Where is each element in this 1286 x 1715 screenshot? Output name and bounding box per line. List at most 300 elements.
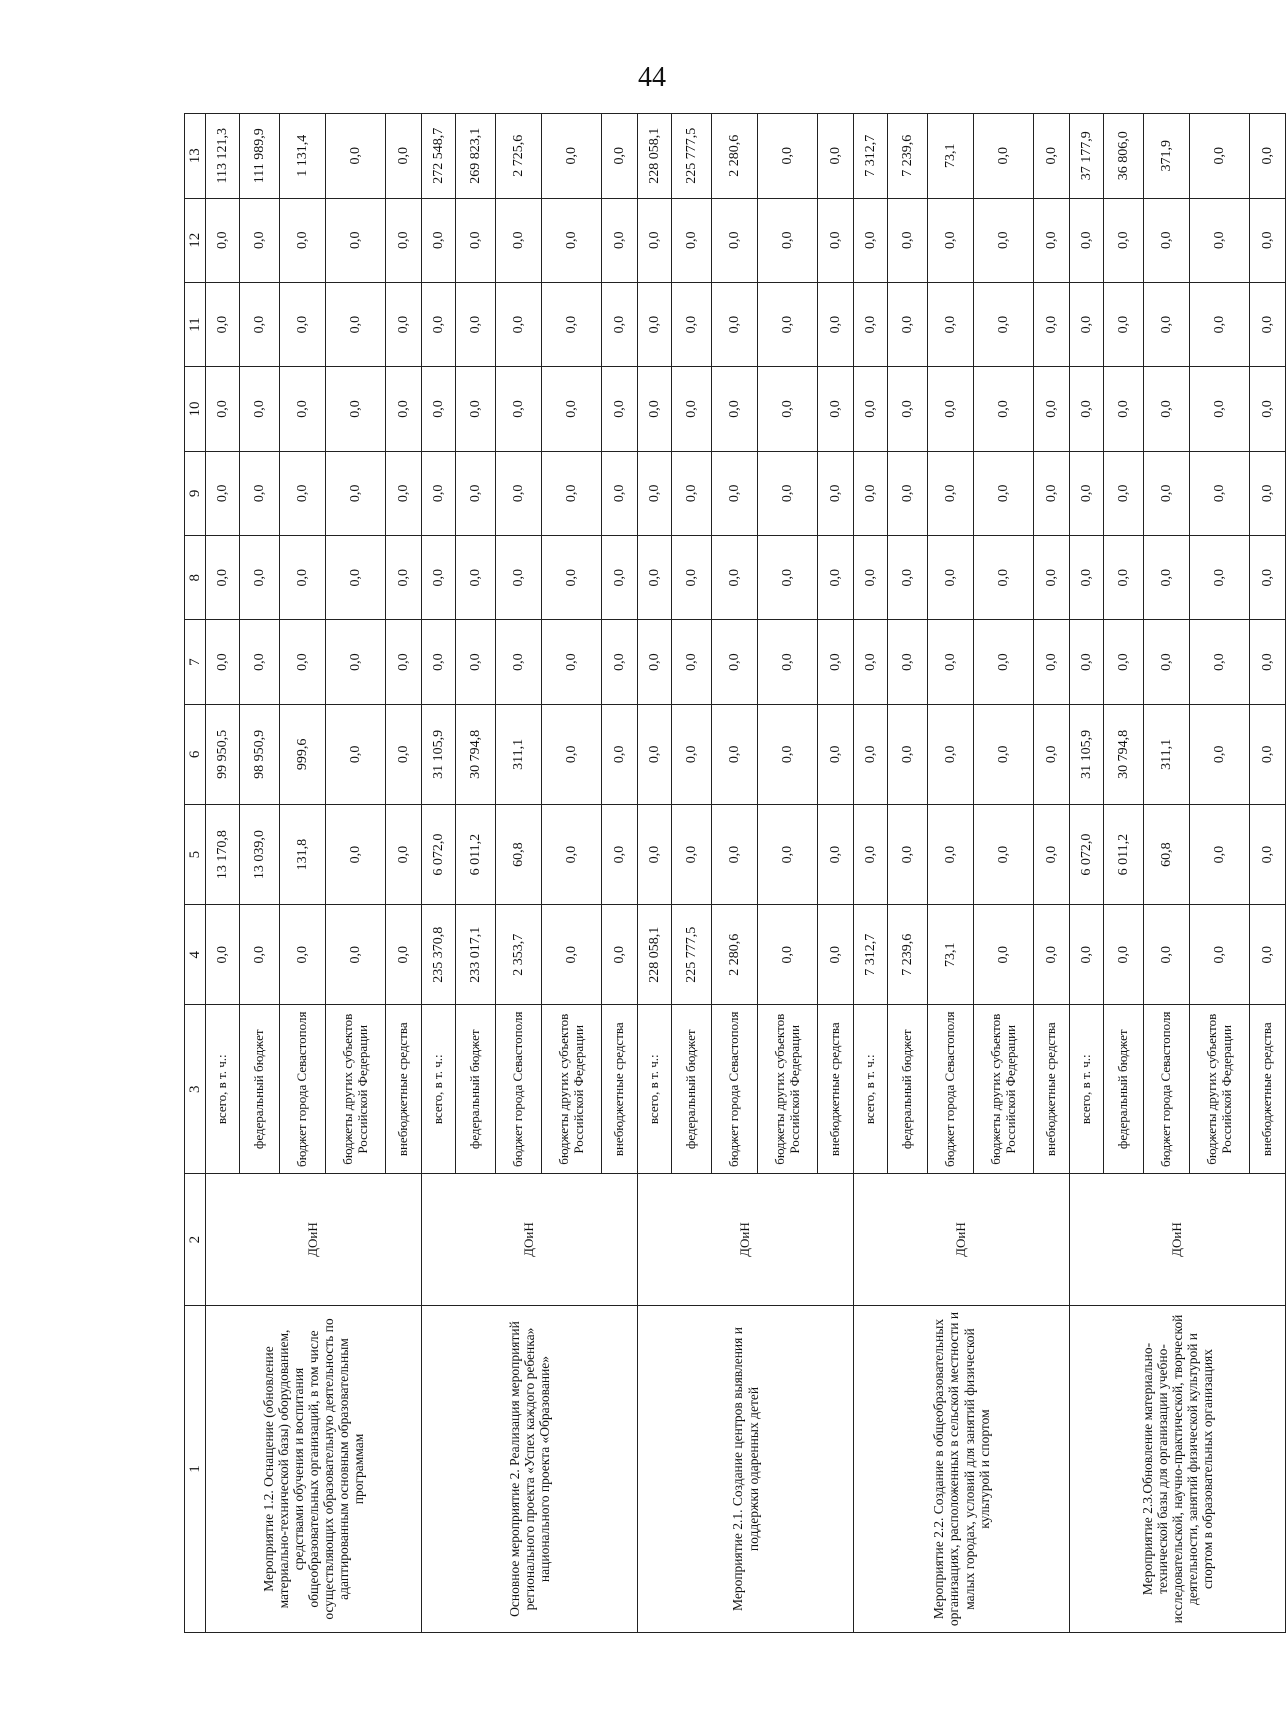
value-cell: 0,0 bbox=[1250, 451, 1286, 535]
total-value-cell: 73,1 bbox=[928, 114, 974, 199]
total-value-cell: 37 177,9 bbox=[1070, 114, 1104, 199]
value-cell: 0,0 bbox=[712, 198, 758, 282]
value-cell: 0,0 bbox=[1144, 367, 1190, 451]
value-cell: 0,0 bbox=[326, 905, 386, 1005]
value-cell: 6 072,0 bbox=[1070, 804, 1104, 904]
value-cell: 235 370,8 bbox=[422, 905, 456, 1005]
value-cell: 228 058,1 bbox=[638, 905, 672, 1005]
value-cell: 0,0 bbox=[818, 198, 854, 282]
executor-cell: ДОиН bbox=[206, 1174, 422, 1306]
funding-source-cell: всего, в т. ч.: bbox=[1070, 1005, 1104, 1174]
value-cell: 0,0 bbox=[1144, 282, 1190, 366]
table-row bbox=[422, 114, 456, 1633]
activity-title-cell: Мероприятие 1.2. Оснащение (обновление материально-технической базы) оборудованием, средствами обучения и воспитания общеобразовательных организаций, в том числе осуществляющих образовательную деятельность по адаптированным основным образовательным программам bbox=[206, 1306, 422, 1633]
column-number: 11 bbox=[185, 282, 206, 366]
funding-source-cell: федеральный бюджет bbox=[456, 1005, 496, 1174]
value-cell: 0,0 bbox=[928, 367, 974, 451]
funding-source-cell: внебюджетные средства bbox=[602, 1005, 638, 1174]
value-cell: 0,0 bbox=[712, 620, 758, 704]
total-value-cell: 113 121,3 bbox=[206, 114, 240, 199]
value-cell: 0,0 bbox=[1070, 198, 1104, 282]
value-cell: 0,0 bbox=[818, 905, 854, 1005]
value-cell: 0,0 bbox=[974, 905, 1034, 1005]
value-cell: 0,0 bbox=[456, 451, 496, 535]
value-cell: 0,0 bbox=[1250, 804, 1286, 904]
value-cell: 0,0 bbox=[1104, 367, 1144, 451]
activity-title-cell: Мероприятие 2.3.Обновление материально-технической базы для организации учебно-исследовательской, научно-практической, творческой деятельности, занятий физической культурой и спортом в образовательных организациях bbox=[1070, 1306, 1286, 1633]
value-cell: 98 950,9 bbox=[240, 704, 280, 804]
value-cell: 0,0 bbox=[542, 282, 602, 366]
value-cell: 0,0 bbox=[602, 282, 638, 366]
total-value-cell: 0,0 bbox=[758, 114, 818, 199]
value-cell: 0,0 bbox=[542, 905, 602, 1005]
value-cell: 0,0 bbox=[672, 620, 712, 704]
table-row bbox=[854, 114, 888, 1633]
value-cell: 0,0 bbox=[542, 620, 602, 704]
value-cell: 0,0 bbox=[974, 198, 1034, 282]
column-number: 9 bbox=[185, 451, 206, 535]
value-cell: 0,0 bbox=[888, 367, 928, 451]
value-cell: 0,0 bbox=[638, 451, 672, 535]
value-cell: 0,0 bbox=[542, 804, 602, 904]
funding-source-cell: бюджеты других субъектов Российской Федерации bbox=[758, 1005, 818, 1174]
value-cell: 0,0 bbox=[422, 451, 456, 535]
value-cell: 0,0 bbox=[206, 620, 240, 704]
value-cell: 0,0 bbox=[758, 804, 818, 904]
funding-source-cell: бюджет города Севастополя bbox=[280, 1005, 326, 1174]
value-cell: 0,0 bbox=[974, 704, 1034, 804]
total-value-cell: 7 239,6 bbox=[888, 114, 928, 199]
value-cell: 0,0 bbox=[386, 282, 422, 366]
value-cell: 0,0 bbox=[326, 704, 386, 804]
column-number: 7 bbox=[185, 620, 206, 704]
value-cell: 0,0 bbox=[1034, 536, 1070, 620]
value-cell: 0,0 bbox=[456, 282, 496, 366]
funding-source-cell: бюджет города Севастополя bbox=[712, 1005, 758, 1174]
value-cell: 0,0 bbox=[638, 367, 672, 451]
funding-source-cell: внебюджетные средства bbox=[1250, 1005, 1286, 1174]
value-cell: 0,0 bbox=[496, 198, 542, 282]
value-cell: 0,0 bbox=[672, 367, 712, 451]
value-cell: 0,0 bbox=[854, 451, 888, 535]
value-cell: 0,0 bbox=[386, 451, 422, 535]
value-cell: 0,0 bbox=[1250, 620, 1286, 704]
value-cell: 0,0 bbox=[1034, 804, 1070, 904]
value-cell: 0,0 bbox=[1250, 367, 1286, 451]
funding-source-cell: бюджеты других субъектов Российской Федерации bbox=[542, 1005, 602, 1174]
value-cell: 233 017,1 bbox=[456, 905, 496, 1005]
funding-source-cell: всего, в т. ч.: bbox=[854, 1005, 888, 1174]
value-cell: 0,0 bbox=[326, 198, 386, 282]
funding-source-cell: внебюджетные средства bbox=[1034, 1005, 1070, 1174]
rotated-table-frame bbox=[184, 113, 1275, 1633]
value-cell: 0,0 bbox=[326, 804, 386, 904]
value-cell: 0,0 bbox=[1250, 704, 1286, 804]
value-cell: 0,0 bbox=[638, 804, 672, 904]
value-cell: 0,0 bbox=[542, 198, 602, 282]
value-cell: 0,0 bbox=[974, 451, 1034, 535]
value-cell: 99 950,5 bbox=[206, 704, 240, 804]
value-cell: 0,0 bbox=[456, 367, 496, 451]
value-cell: 0,0 bbox=[602, 198, 638, 282]
value-cell: 6 011,2 bbox=[1104, 804, 1144, 904]
value-cell: 0,0 bbox=[928, 282, 974, 366]
funding-source-cell: внебюджетные средства bbox=[818, 1005, 854, 1174]
value-cell: 0,0 bbox=[1144, 536, 1190, 620]
activity-title-cell: Мероприятие 2.1. Создание центров выявления и поддержки одаренных детей bbox=[638, 1306, 854, 1633]
value-cell: 0,0 bbox=[1034, 367, 1070, 451]
value-cell: 0,0 bbox=[240, 198, 280, 282]
value-cell: 0,0 bbox=[1190, 451, 1250, 535]
value-cell: 0,0 bbox=[888, 536, 928, 620]
value-cell: 0,0 bbox=[1250, 198, 1286, 282]
value-cell: 0,0 bbox=[542, 367, 602, 451]
value-cell: 0,0 bbox=[496, 620, 542, 704]
value-cell: 0,0 bbox=[456, 620, 496, 704]
funding-source-cell: бюджет города Севастополя bbox=[928, 1005, 974, 1174]
value-cell: 0,0 bbox=[280, 536, 326, 620]
value-cell: 0,0 bbox=[1190, 367, 1250, 451]
activity-title-cell: Основное мероприятие 2. Реализация мероприятий регионального проекта «Успех каждого ребенка» национального проекта «Образование» bbox=[422, 1306, 638, 1633]
value-cell: 0,0 bbox=[456, 198, 496, 282]
funding-source-cell: бюджеты других субъектов Российской Федерации bbox=[326, 1005, 386, 1174]
value-cell: 0,0 bbox=[672, 536, 712, 620]
total-value-cell: 0,0 bbox=[974, 114, 1034, 199]
value-cell: 0,0 bbox=[422, 620, 456, 704]
value-cell: 0,0 bbox=[326, 536, 386, 620]
value-cell: 0,0 bbox=[712, 804, 758, 904]
value-cell: 0,0 bbox=[496, 451, 542, 535]
total-value-cell: 225 777,5 bbox=[672, 114, 712, 199]
value-cell: 0,0 bbox=[638, 282, 672, 366]
value-cell: 0,0 bbox=[1144, 620, 1190, 704]
value-cell: 0,0 bbox=[818, 451, 854, 535]
value-cell: 0,0 bbox=[854, 704, 888, 804]
value-cell: 0,0 bbox=[928, 620, 974, 704]
value-cell: 0,0 bbox=[888, 804, 928, 904]
value-cell: 0,0 bbox=[1144, 198, 1190, 282]
total-value-cell: 0,0 bbox=[542, 114, 602, 199]
value-cell: 0,0 bbox=[206, 536, 240, 620]
value-cell: 0,0 bbox=[326, 282, 386, 366]
value-cell: 0,0 bbox=[206, 451, 240, 535]
total-value-cell: 0,0 bbox=[818, 114, 854, 199]
value-cell: 0,0 bbox=[888, 282, 928, 366]
value-cell: 0,0 bbox=[280, 451, 326, 535]
value-cell: 0,0 bbox=[672, 804, 712, 904]
value-cell: 0,0 bbox=[542, 536, 602, 620]
value-cell: 0,0 bbox=[638, 620, 672, 704]
value-cell: 0,0 bbox=[928, 804, 974, 904]
value-cell: 0,0 bbox=[602, 451, 638, 535]
funding-source-cell: бюджеты других субъектов Российской Федерации bbox=[1190, 1005, 1250, 1174]
value-cell: 0,0 bbox=[758, 451, 818, 535]
value-cell: 0,0 bbox=[602, 620, 638, 704]
value-cell: 0,0 bbox=[758, 198, 818, 282]
value-cell: 0,0 bbox=[206, 367, 240, 451]
value-cell: 0,0 bbox=[1070, 905, 1104, 1005]
value-cell: 2 280,6 bbox=[712, 905, 758, 1005]
value-cell: 0,0 bbox=[672, 198, 712, 282]
value-cell: 0,0 bbox=[758, 536, 818, 620]
value-cell: 2 353,7 bbox=[496, 905, 542, 1005]
value-cell: 0,0 bbox=[542, 451, 602, 535]
value-cell: 0,0 bbox=[206, 282, 240, 366]
value-cell: 0,0 bbox=[758, 620, 818, 704]
column-number: 8 bbox=[185, 536, 206, 620]
value-cell: 0,0 bbox=[602, 536, 638, 620]
value-cell: 0,0 bbox=[638, 704, 672, 804]
value-cell: 0,0 bbox=[1104, 536, 1144, 620]
value-cell: 0,0 bbox=[1034, 451, 1070, 535]
table-row bbox=[1070, 114, 1104, 1633]
value-cell: 0,0 bbox=[638, 198, 672, 282]
value-cell: 0,0 bbox=[758, 905, 818, 1005]
value-cell: 0,0 bbox=[1034, 704, 1070, 804]
value-cell: 0,0 bbox=[240, 620, 280, 704]
value-cell: 0,0 bbox=[1250, 282, 1286, 366]
value-cell: 0,0 bbox=[206, 905, 240, 1005]
total-value-cell: 371,9 bbox=[1144, 114, 1190, 199]
value-cell: 30 794,8 bbox=[1104, 704, 1144, 804]
value-cell: 0,0 bbox=[1190, 620, 1250, 704]
value-cell: 0,0 bbox=[1070, 367, 1104, 451]
value-cell: 0,0 bbox=[974, 620, 1034, 704]
value-cell: 0,0 bbox=[1070, 536, 1104, 620]
funding-source-cell: всего, в т. ч.: bbox=[206, 1005, 240, 1174]
table-body bbox=[206, 114, 1286, 1633]
value-cell: 6 072,0 bbox=[422, 804, 456, 904]
funding-source-cell: внебюджетные средства bbox=[386, 1005, 422, 1174]
value-cell: 0,0 bbox=[280, 282, 326, 366]
executor-cell: ДОиН bbox=[422, 1174, 638, 1306]
value-cell: 0,0 bbox=[1190, 282, 1250, 366]
value-cell: 0,0 bbox=[386, 804, 422, 904]
column-number: 5 bbox=[185, 804, 206, 904]
value-cell: 0,0 bbox=[1190, 536, 1250, 620]
value-cell: 0,0 bbox=[422, 198, 456, 282]
funding-source-cell: бюджет города Севастополя bbox=[496, 1005, 542, 1174]
value-cell: 73,1 bbox=[928, 905, 974, 1005]
value-cell: 0,0 bbox=[206, 198, 240, 282]
value-cell: 0,0 bbox=[672, 451, 712, 535]
value-cell: 0,0 bbox=[1104, 905, 1144, 1005]
value-cell: 0,0 bbox=[1104, 451, 1144, 535]
executor-cell: ДОиН bbox=[854, 1174, 1070, 1306]
value-cell: 0,0 bbox=[818, 620, 854, 704]
value-cell: 0,0 bbox=[854, 536, 888, 620]
value-cell: 0,0 bbox=[712, 451, 758, 535]
value-cell: 0,0 bbox=[386, 198, 422, 282]
value-cell: 0,0 bbox=[1190, 905, 1250, 1005]
value-cell: 0,0 bbox=[1070, 620, 1104, 704]
value-cell: 0,0 bbox=[1250, 905, 1286, 1005]
funding-source-cell: федеральный бюджет bbox=[240, 1005, 280, 1174]
value-cell: 0,0 bbox=[854, 804, 888, 904]
value-cell: 0,0 bbox=[326, 367, 386, 451]
value-cell: 60,8 bbox=[496, 804, 542, 904]
value-cell: 0,0 bbox=[1144, 451, 1190, 535]
funding-source-cell: федеральный бюджет bbox=[672, 1005, 712, 1174]
total-value-cell: 0,0 bbox=[1190, 114, 1250, 199]
value-cell: 225 777,5 bbox=[672, 905, 712, 1005]
value-cell: 311,1 bbox=[496, 704, 542, 804]
value-cell: 0,0 bbox=[386, 367, 422, 451]
value-cell: 0,0 bbox=[1104, 198, 1144, 282]
value-cell: 0,0 bbox=[496, 282, 542, 366]
total-value-cell: 36 806,0 bbox=[1104, 114, 1144, 199]
value-cell: 0,0 bbox=[240, 451, 280, 535]
value-cell: 0,0 bbox=[1104, 282, 1144, 366]
total-value-cell: 269 823,1 bbox=[456, 114, 496, 199]
value-cell: 0,0 bbox=[1190, 198, 1250, 282]
value-cell: 0,0 bbox=[818, 367, 854, 451]
funding-source-cell: всего, в т. ч.: bbox=[422, 1005, 456, 1174]
value-cell: 0,0 bbox=[818, 804, 854, 904]
value-cell: 0,0 bbox=[888, 620, 928, 704]
value-cell: 0,0 bbox=[928, 536, 974, 620]
financing-table bbox=[184, 113, 1286, 1633]
column-number: 12 bbox=[185, 198, 206, 282]
total-value-cell: 2 280,6 bbox=[712, 114, 758, 199]
funding-source-cell: бюджеты других субъектов Российской Федерации bbox=[974, 1005, 1034, 1174]
value-cell: 0,0 bbox=[386, 905, 422, 1005]
value-cell: 0,0 bbox=[818, 282, 854, 366]
total-value-cell: 228 058,1 bbox=[638, 114, 672, 199]
value-cell: 0,0 bbox=[974, 536, 1034, 620]
column-number-row bbox=[185, 114, 206, 1633]
total-value-cell: 111 989,9 bbox=[240, 114, 280, 199]
value-cell: 131,8 bbox=[280, 804, 326, 904]
value-cell: 7 239,6 bbox=[888, 905, 928, 1005]
funding-source-cell: всего, в т. ч.: bbox=[638, 1005, 672, 1174]
column-number: 4 bbox=[185, 905, 206, 1005]
column-number: 1 bbox=[185, 1306, 206, 1633]
activity-title-cell: Мероприятие 2.2. Создание в общеобразовательных организациях, расположенных в сельской местности и малых городах, условий для занятий физической культурой и спортом bbox=[854, 1306, 1070, 1633]
value-cell: 0,0 bbox=[1034, 198, 1070, 282]
value-cell: 0,0 bbox=[1144, 905, 1190, 1005]
column-number: 3 bbox=[185, 1005, 206, 1174]
total-value-cell: 0,0 bbox=[1034, 114, 1070, 199]
value-cell: 0,0 bbox=[1034, 905, 1070, 1005]
total-value-cell: 0,0 bbox=[386, 114, 422, 199]
value-cell: 0,0 bbox=[1250, 536, 1286, 620]
value-cell: 0,0 bbox=[386, 536, 422, 620]
value-cell: 0,0 bbox=[758, 282, 818, 366]
value-cell: 0,0 bbox=[854, 367, 888, 451]
value-cell: 0,0 bbox=[672, 704, 712, 804]
value-cell: 0,0 bbox=[818, 704, 854, 804]
value-cell: 0,0 bbox=[712, 536, 758, 620]
funding-source-cell: федеральный бюджет bbox=[888, 1005, 928, 1174]
value-cell: 0,0 bbox=[928, 198, 974, 282]
value-cell: 0,0 bbox=[974, 367, 1034, 451]
executor-cell: ДОиН bbox=[1070, 1174, 1286, 1306]
value-cell: 0,0 bbox=[818, 536, 854, 620]
value-cell: 0,0 bbox=[240, 367, 280, 451]
value-cell: 0,0 bbox=[326, 451, 386, 535]
total-value-cell: 0,0 bbox=[1250, 114, 1286, 199]
value-cell: 0,0 bbox=[974, 804, 1034, 904]
executor-cell: ДОиН bbox=[638, 1174, 854, 1306]
total-value-cell: 0,0 bbox=[326, 114, 386, 199]
value-cell: 0,0 bbox=[888, 451, 928, 535]
value-cell: 0,0 bbox=[638, 536, 672, 620]
value-cell: 0,0 bbox=[758, 704, 818, 804]
page-number: 44 bbox=[638, 62, 666, 93]
value-cell: 0,0 bbox=[854, 282, 888, 366]
value-cell: 0,0 bbox=[1070, 451, 1104, 535]
total-value-cell: 1 131,4 bbox=[280, 114, 326, 199]
value-cell: 0,0 bbox=[602, 905, 638, 1005]
value-cell: 30 794,8 bbox=[456, 704, 496, 804]
value-cell: 0,0 bbox=[1104, 620, 1144, 704]
value-cell: 0,0 bbox=[422, 536, 456, 620]
value-cell: 0,0 bbox=[326, 620, 386, 704]
value-cell: 0,0 bbox=[602, 704, 638, 804]
value-cell: 0,0 bbox=[758, 367, 818, 451]
value-cell: 7 312,7 bbox=[854, 905, 888, 1005]
value-cell: 0,0 bbox=[672, 282, 712, 366]
total-value-cell: 2 725,6 bbox=[496, 114, 542, 199]
value-cell: 0,0 bbox=[240, 905, 280, 1005]
value-cell: 0,0 bbox=[1190, 704, 1250, 804]
value-cell: 0,0 bbox=[1034, 282, 1070, 366]
column-number: 10 bbox=[185, 367, 206, 451]
value-cell: 0,0 bbox=[280, 905, 326, 1005]
value-cell: 0,0 bbox=[928, 704, 974, 804]
value-cell: 0,0 bbox=[712, 704, 758, 804]
value-cell: 0,0 bbox=[1070, 282, 1104, 366]
value-cell: 0,0 bbox=[974, 282, 1034, 366]
value-cell: 0,0 bbox=[888, 198, 928, 282]
column-number: 13 bbox=[185, 114, 206, 199]
value-cell: 60,8 bbox=[1144, 804, 1190, 904]
value-cell: 0,0 bbox=[712, 367, 758, 451]
value-cell: 0,0 bbox=[422, 367, 456, 451]
value-cell: 0,0 bbox=[602, 367, 638, 451]
value-cell: 0,0 bbox=[280, 198, 326, 282]
value-cell: 0,0 bbox=[712, 282, 758, 366]
value-cell: 311,1 bbox=[1144, 704, 1190, 804]
value-cell: 0,0 bbox=[888, 704, 928, 804]
value-cell: 0,0 bbox=[1190, 804, 1250, 904]
column-number: 2 bbox=[185, 1174, 206, 1306]
value-cell: 0,0 bbox=[280, 367, 326, 451]
value-cell: 0,0 bbox=[854, 620, 888, 704]
value-cell: 31 105,9 bbox=[1070, 704, 1104, 804]
funding-source-cell: бюджет города Севастополя bbox=[1144, 1005, 1190, 1174]
column-number: 6 bbox=[185, 704, 206, 804]
value-cell: 13 039,0 bbox=[240, 804, 280, 904]
value-cell: 0,0 bbox=[386, 704, 422, 804]
value-cell: 0,0 bbox=[280, 620, 326, 704]
value-cell: 0,0 bbox=[386, 620, 422, 704]
value-cell: 0,0 bbox=[928, 451, 974, 535]
total-value-cell: 0,0 bbox=[602, 114, 638, 199]
table-row bbox=[206, 114, 240, 1633]
value-cell: 0,0 bbox=[854, 198, 888, 282]
value-cell: 31 105,9 bbox=[422, 704, 456, 804]
value-cell: 0,0 bbox=[542, 704, 602, 804]
table-row bbox=[638, 114, 672, 1633]
value-cell: 0,0 bbox=[1034, 620, 1070, 704]
total-value-cell: 272 548,7 bbox=[422, 114, 456, 199]
value-cell: 999,6 bbox=[280, 704, 326, 804]
value-cell: 0,0 bbox=[602, 804, 638, 904]
total-value-cell: 7 312,7 bbox=[854, 114, 888, 199]
value-cell: 0,0 bbox=[496, 367, 542, 451]
